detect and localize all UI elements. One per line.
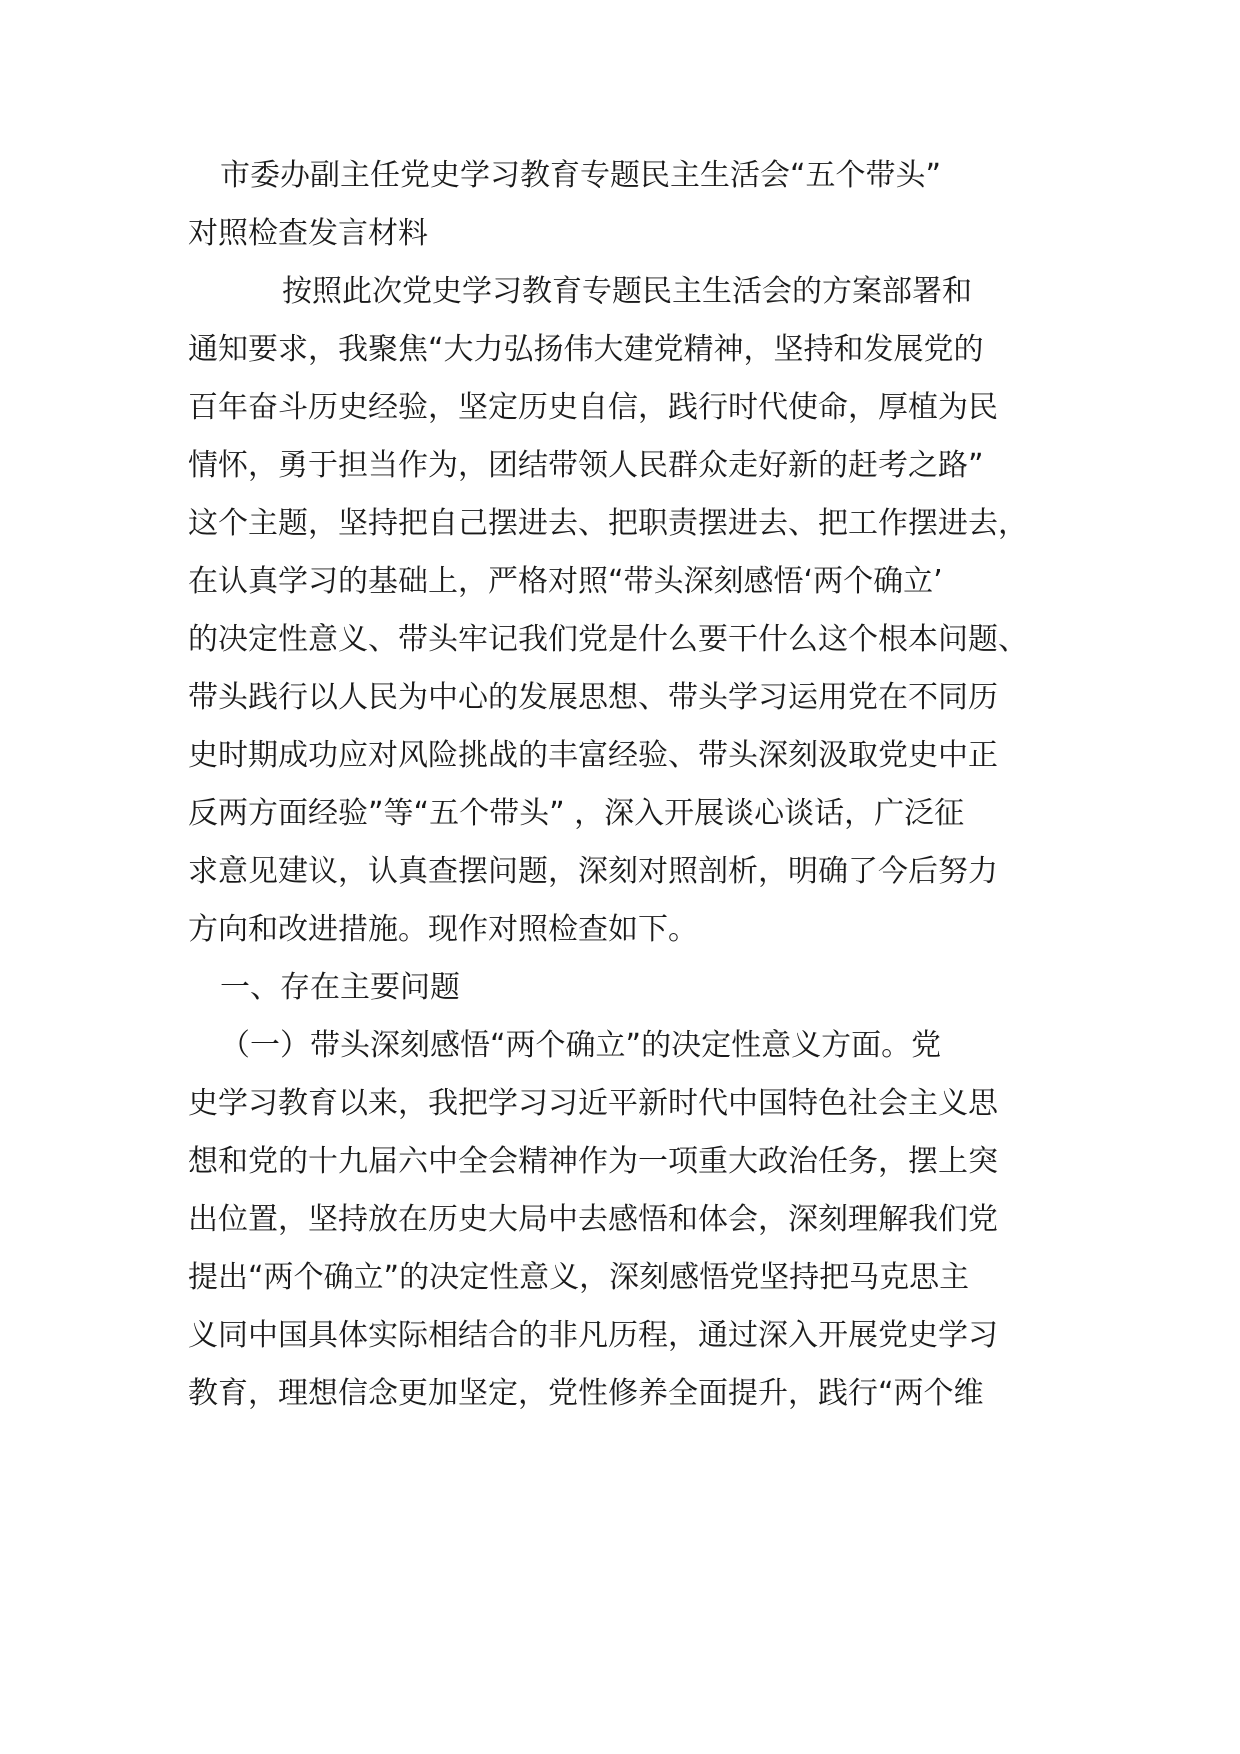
body-line-16: 出位置，坚持放在历史大局中去感悟和体会，深刻理解我们党 <box>188 1202 998 1237</box>
body-line-6: 在认真学习的基础上，严格对照“带头深刻感悟‘两个确立’ <box>188 564 943 599</box>
body-line-14: 史学习教育以来，我把学习习近平新时代中国特色社会主义思 <box>188 1086 998 1121</box>
body-line-10: 反两方面经验”等“五个带头” ，深入开展谈心谈话，广泛征 <box>188 796 965 831</box>
body-line-18: 义同中国具体实际相结合的非凡历程，通过深入开展党史学习 <box>188 1318 998 1353</box>
title-line-1: 市委办副主任党史学习教育专题民主生活会“五个带头” <box>220 158 942 193</box>
body-line-15: 想和党的十九届六中全会精神作为一项重大政治任务，摆上突 <box>188 1144 998 1179</box>
body-line-9: 史时期成功应对风险挑战的丰富经验、带头深刻汲取党史中正 <box>188 738 998 773</box>
body-line-19: 教育，理想信念更加坚定，党性修养全面提升，践行“两个维 <box>188 1376 984 1411</box>
body-line-3: 百年奋斗历史经验，坚定历史自信，践行时代使命，厚植为民 <box>188 390 998 425</box>
body-line-8: 带头践行以人民为中心的发展思想、带头学习运用党在不同历 <box>188 680 998 715</box>
section-heading-1: 一、存在主要问题 <box>220 970 460 1005</box>
body-line-11: 求意见建议，认真查摆问题，深刻对照剖析，明确了今后努力 <box>188 854 998 889</box>
body-line-13: （一）带头深刻感悟“两个确立”的决定性意义方面。党 <box>220 1028 942 1063</box>
body-line-2: 通知要求，我聚焦“大力弘扬伟大建党精神，坚持和发展党的 <box>188 332 984 367</box>
body-line-12: 方向和改进措施。现作对照检查如下。 <box>188 912 698 947</box>
body-line-4: 情怀，勇于担当作为，团结带领人民群众走好新的赶考之路” <box>188 448 984 483</box>
title-line-2: 对照检查发言材料 <box>188 216 428 251</box>
body-line-1: 按照此次党史学习教育专题民主生活会的方案部署和 <box>282 274 972 309</box>
body-line-17: 提出“两个确立”的决定性意义，深刻感悟党坚持把马克思主 <box>188 1260 970 1295</box>
body-line-5: 这个主题，坚持把自己摆进去、把职责摆进去、把工作摆进去， <box>188 506 1028 541</box>
body-line-7: 的决定性意义、带头牢记我们党是什么要干什么这个根本问题、 <box>188 622 1028 657</box>
